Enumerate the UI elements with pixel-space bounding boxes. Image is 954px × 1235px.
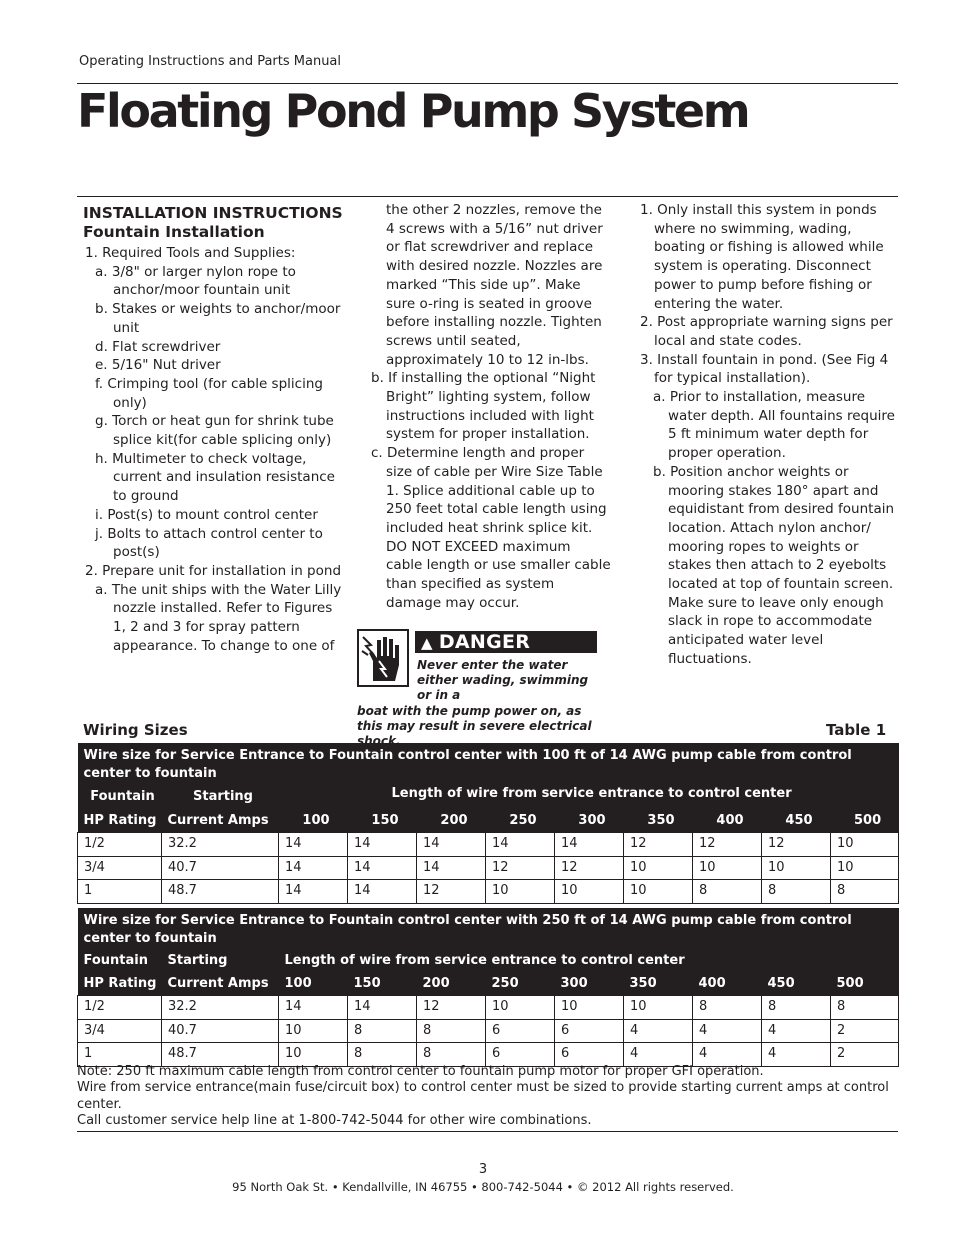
list-item: e. 5/16" Nut driver <box>95 357 221 374</box>
table-cell: 10 <box>624 856 693 880</box>
list-item: b. If installing the optional “Night Bright” lighting system, follow instructions included with light system for proper installation. <box>371 370 596 443</box>
table-row <box>78 1019 899 1043</box>
page-title: Floating Pond Pump System <box>77 84 749 138</box>
table-cell: 10 <box>486 996 555 1020</box>
danger-badge <box>415 631 597 653</box>
table-cell: 14 <box>417 856 486 880</box>
table-row <box>78 856 899 880</box>
table-cell: 8 <box>693 880 762 904</box>
length-header: 100 <box>284 975 312 991</box>
warning-triangle-icon: ▲ <box>421 634 433 652</box>
length-header: 400 <box>698 975 726 991</box>
table-cell: 14 <box>279 856 348 880</box>
table-cell: 10 <box>486 880 555 904</box>
list-item: b. Stakes or weights to anchor/moor unit <box>95 301 341 336</box>
table-cell: 4 <box>624 1043 693 1067</box>
note-line: Wire from service entrance(main fuse/circuit box) to control center must be sized to provide starting current amps at control center. <box>77 1080 889 1112</box>
table-row <box>78 996 899 1020</box>
column-header: Fountain <box>83 953 148 969</box>
table-cell: 10 <box>624 996 693 1020</box>
table-cell: 8 <box>762 880 831 904</box>
table-cell: 1 <box>78 1043 162 1067</box>
table-notes <box>77 1064 898 1130</box>
table-cell: 8 <box>762 996 831 1020</box>
wiring-sizes-heading: Wiring Sizes <box>83 721 188 739</box>
table-cell: 10 <box>693 856 762 880</box>
list-item: 1. Required Tools and Supplies: <box>85 245 296 261</box>
table-cell: 12 <box>693 833 762 857</box>
table-cell: 48.7 <box>162 1043 279 1067</box>
danger-line-2: boat with the pump power on, as this may result in severe electrical shock. <box>357 703 592 749</box>
column-header: HP Rating <box>83 812 157 828</box>
table-cell: 1/2 <box>78 833 162 857</box>
table-cell: 10 <box>831 856 899 880</box>
table-caption: Wire size for Service Entrance to Fountain control center with 100 ft of 14 AWG pump cable from control center to fountain <box>83 748 852 781</box>
table-cell: 8 <box>693 996 762 1020</box>
table-cell: 6 <box>555 1019 624 1043</box>
column-header: Starting <box>193 789 253 805</box>
table-number-label: Table 1 <box>826 721 887 739</box>
list-item: 2. Post appropriate warning signs per local and state codes. <box>640 314 893 349</box>
wire-size-table-100ft <box>77 743 899 904</box>
list-item: a. 3/8" or larger nylon rope to anchor/moor fountain unit <box>95 263 296 299</box>
column-header: Starting <box>167 953 228 969</box>
table-cell: 10 <box>279 1019 348 1043</box>
length-header: 250 <box>509 812 537 828</box>
list-item: i. Post(s) to mount control center <box>95 506 318 523</box>
wire-size-table-250ft <box>77 908 899 1067</box>
list-item: f. Crimping tool (for cable splicing only) <box>95 375 323 411</box>
length-header: 500 <box>854 812 882 828</box>
table-cell: 14 <box>348 833 417 857</box>
danger-message <box>357 658 605 749</box>
list-item: 2. Prepare unit for installation in pond <box>85 562 342 579</box>
length-header: 300 <box>560 975 588 991</box>
column-header: Length of wire from service entrance to control center <box>284 953 685 969</box>
column-header: HP Rating <box>83 975 157 991</box>
column-header: Current Amps <box>167 975 269 991</box>
table-cell: 12 <box>486 856 555 880</box>
table-cell: 4 <box>624 1019 693 1043</box>
table-cell: 4 <box>762 1019 831 1043</box>
table-cell: 8 <box>831 880 899 904</box>
table-cell: 10 <box>762 856 831 880</box>
table-cell: 8 <box>831 996 899 1020</box>
table-cell: 14 <box>279 880 348 904</box>
table-cell: 14 <box>279 833 348 857</box>
column-header: Length of wire from service entrance to control center <box>391 786 792 801</box>
column-installation <box>83 204 348 655</box>
table-cell: 14 <box>417 833 486 857</box>
length-header: 200 <box>440 812 468 828</box>
list-item: b. Position anchor weights or mooring stakes 180° apart and equidistant from desired fountain location. Attach nylon anchor/ mooring ropes to weights or stakes then attach to 2 eyebolts located at top of fountain screen. Make sure to leave only enough slack in rope to accommodate anticipated water level fluctuations. <box>653 463 895 667</box>
section-subheading: Fountain Installation <box>83 223 265 241</box>
note-line: Call customer service help line at 1-800-742-5044 for other wire combinations. <box>77 1113 592 1129</box>
table-cell: 48.7 <box>162 880 279 904</box>
table-cell: 14 <box>555 833 624 857</box>
column-header: Fountain <box>90 789 155 805</box>
table-cell: 2 <box>831 1019 899 1043</box>
list-item: d. Flat screwdriver <box>95 338 221 355</box>
list-item: h. Multimeter to check voltage, current and insulation resistance to ground <box>95 450 335 505</box>
list-item: a. Prior to installation, measure water depth. All fountains require 5 ft minimum water depth for proper operation. <box>653 389 895 462</box>
danger-label: DANGER <box>438 631 531 653</box>
column-placement <box>640 201 898 669</box>
section-heading: INSTALLATION INSTRUCTIONS <box>83 204 343 222</box>
length-header: 450 <box>767 975 795 991</box>
table-cell: 8 <box>417 1019 486 1043</box>
list-item: j. Bolts to attach control center to post(s) <box>95 525 323 561</box>
length-header: 300 <box>578 812 606 828</box>
table-cell: 2 <box>831 1043 899 1067</box>
table-cell: 10 <box>555 880 624 904</box>
manual-type-label: Operating Instructions and Parts Manual <box>79 54 342 69</box>
length-header: 200 <box>422 975 450 991</box>
length-header: 150 <box>371 812 399 828</box>
table-cell: 12 <box>624 833 693 857</box>
table-cell: 4 <box>762 1043 831 1067</box>
section-divider <box>77 196 898 197</box>
table-cell: 8 <box>348 1043 417 1067</box>
list-item: a. The unit ships with the Water Lilly nozzle installed. Refer to Figures 1, 2 and 3 for spray pattern appearance. To change to one of <box>95 581 342 654</box>
table-cell: 1/2 <box>78 996 162 1020</box>
bottom-divider <box>77 1131 898 1132</box>
length-header: 350 <box>647 812 675 828</box>
column-header: Current Amps <box>167 812 269 828</box>
table-cell: 4 <box>693 1043 762 1067</box>
table-cell: 3/4 <box>78 1019 162 1043</box>
table-cell: 40.7 <box>162 1019 279 1043</box>
list-item: g. Torch or heat gun for shrink tube splice kit(for cable splicing only) <box>95 413 334 449</box>
length-header: 350 <box>629 975 657 991</box>
table-cell: 1 <box>78 880 162 904</box>
length-header: 450 <box>785 812 813 828</box>
length-header: 500 <box>836 975 864 991</box>
table-cell: 6 <box>486 1043 555 1067</box>
table-cell: 8 <box>348 1019 417 1043</box>
table-row <box>78 1043 899 1067</box>
table-cell: 4 <box>693 1019 762 1043</box>
length-header: 100 <box>302 812 330 828</box>
table-cell: 6 <box>486 1019 555 1043</box>
table-cell: 6 <box>555 1043 624 1067</box>
list-item: 3. Install fountain in pond. (See Fig 4 for typical installation). <box>640 351 889 387</box>
table-cell: 14 <box>279 996 348 1020</box>
table-cell: 14 <box>348 996 417 1020</box>
table-cell: 12 <box>417 996 486 1020</box>
table-cell: 14 <box>348 880 417 904</box>
table-cell: 32.2 <box>162 996 279 1020</box>
page-number: 3 <box>478 1162 488 1177</box>
table-cell: 12 <box>762 833 831 857</box>
table-cell: 32.2 <box>162 833 279 857</box>
table-cell: 14 <box>348 856 417 880</box>
danger-line-1: Never enter the water either wading, swimming or in a <box>417 658 589 703</box>
length-header: 250 <box>491 975 519 991</box>
table-cell: 10 <box>624 880 693 904</box>
table-cell: 3/4 <box>78 856 162 880</box>
table-caption: Wire size for Service Entrance to Fountain control center with 250 ft of 14 AWG pump cable from control center to fountain <box>83 913 852 946</box>
note-line: Note: 250 ft maximum cable length from control center to fountain pump motor for proper GFI operation. <box>77 1064 764 1079</box>
table-cell: 12 <box>417 880 486 904</box>
table-row <box>78 833 899 857</box>
list-item: c. Determine length and proper size of cable per Wire Size Table 1. Splice additional cable up to 250 feet total cable length using included heat shrink splice kit. DO NOT EXCEED maximum cable length or use smaller cable than specified as system damage may occur. <box>371 445 611 611</box>
length-header: 400 <box>716 812 744 828</box>
length-header: 150 <box>353 975 381 991</box>
column-nozzle-setup <box>371 201 611 612</box>
footer-address: 95 North Oak St. • Kendallville, IN 46755 • 800-742-5044 • © 2012 All rights reserved. <box>232 1180 734 1194</box>
table-cell: 8 <box>417 1043 486 1067</box>
table-cell: 10 <box>279 1043 348 1067</box>
table-row <box>78 880 899 904</box>
list-item: 1. Only install this system in ponds where no swimming, wading, boating or fishing is allowed while system is operating. Disconnect power to pump before fishing or entering the water. <box>640 202 884 312</box>
table-cell: 12 <box>555 856 624 880</box>
table-cell: 10 <box>831 833 899 857</box>
table-cell: 10 <box>555 996 624 1020</box>
list-item: the other 2 nozzles, remove the 4 screws with a 5/16” nut driver or flat screwdriver and replace with desired nozzle. Nozzles are marked “This side up”. Make sure o-ring is seated in groove before installing nozzle. Tighten screws until seated, approximately 10 to 12 in-lbs. <box>386 202 603 368</box>
table-cell: 14 <box>486 833 555 857</box>
table-cell: 40.7 <box>162 856 279 880</box>
